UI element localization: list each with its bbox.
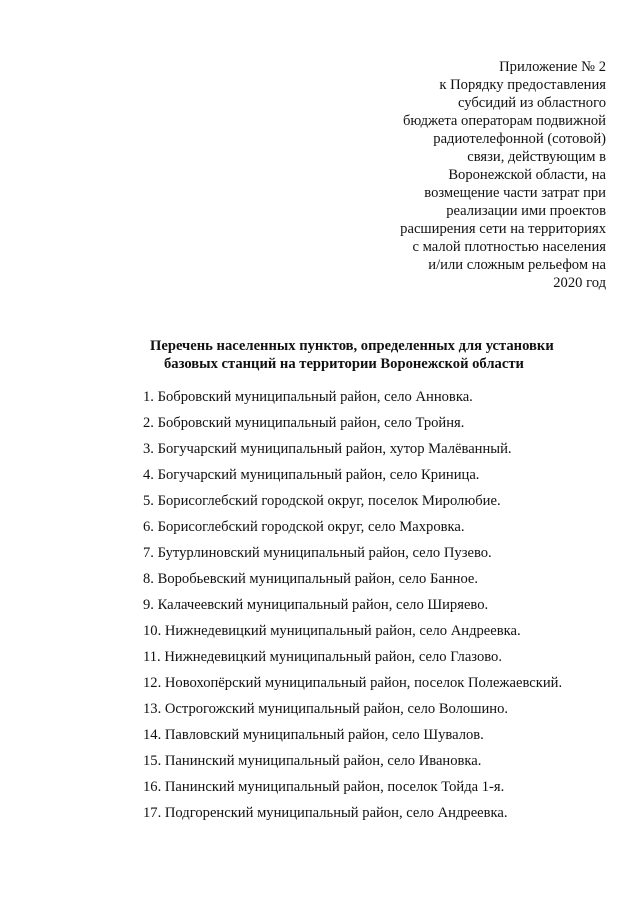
list-item: 5. Борисоглебский городской округ, поселок Миролюбие. (143, 493, 501, 509)
list-item: 8. Воробьевский муниципальный район, село Банное. (143, 571, 479, 587)
appendix-line: с малой плотностью населения (412, 239, 606, 255)
list-item: 15. Панинский муниципальный район, село Ивановка. (143, 753, 482, 769)
list-item: 10. Нижнедевицкий муниципальный район, село Андреевка. (143, 623, 521, 639)
list-item: 17. Подгоренский муниципальный район, село Андреевка. (143, 805, 508, 821)
settlement-list (143, 388, 623, 830)
title-line: базовых станций на территории Воронежской области (164, 356, 524, 372)
appendix-line: Воронежской области, на (448, 167, 606, 183)
list-item: 9. Калачеевский муниципальный район, село Ширяево. (143, 597, 489, 613)
appendix-line: возмещение части затрат при (424, 185, 606, 201)
appendix-line: 2020 год (553, 275, 606, 291)
appendix-line: реализации ими проектов (446, 203, 606, 219)
appendix-line: к Порядку предоставления (439, 77, 606, 93)
list-item: 14. Павловский муниципальный район, село Шувалов. (143, 727, 484, 743)
title-line: Перечень населенных пунктов, определенных для установки (150, 338, 554, 354)
appendix-line: Приложение № 2 (499, 59, 606, 75)
appendix-line: бюджета операторам подвижной (403, 113, 606, 129)
list-item: 11. Нижнедевицкий муниципальный район, село Глазово. (143, 649, 503, 665)
list-item: 4. Богучарский муниципальный район, село Криница. (143, 467, 480, 483)
document-title (150, 337, 620, 373)
appendix-line: и/или сложным рельефом на (428, 257, 606, 273)
list-item: 6. Борисоглебский городской округ, село Махровка. (143, 519, 465, 535)
appendix-line: связи, действующим в (467, 149, 606, 165)
appendix-line: радиотелефонной (сотовой) (433, 131, 606, 147)
appendix-line: расширения сети на территориях (400, 221, 606, 237)
list-item: 3. Богучарский муниципальный район, хутор Малёванный. (143, 441, 512, 457)
list-item: 7. Бутурлиновский муниципальный район, село Пузево. (143, 545, 492, 561)
list-item: 12. Новохопёрский муниципальный район, поселок Полежаевский. (143, 675, 563, 691)
list-item: 1. Бобровский муниципальный район, село Анновка. (143, 389, 473, 405)
appendix-line: субсидий из областного (457, 95, 606, 111)
list-item: 13. Острогожский муниципальный район, село Волошино. (143, 701, 509, 717)
list-item: 16. Панинский муниципальный район, поселок Тойда 1-я. (143, 779, 505, 795)
list-item: 2. Бобровский муниципальный район, село Тройня. (143, 415, 465, 431)
appendix-header (346, 58, 606, 292)
